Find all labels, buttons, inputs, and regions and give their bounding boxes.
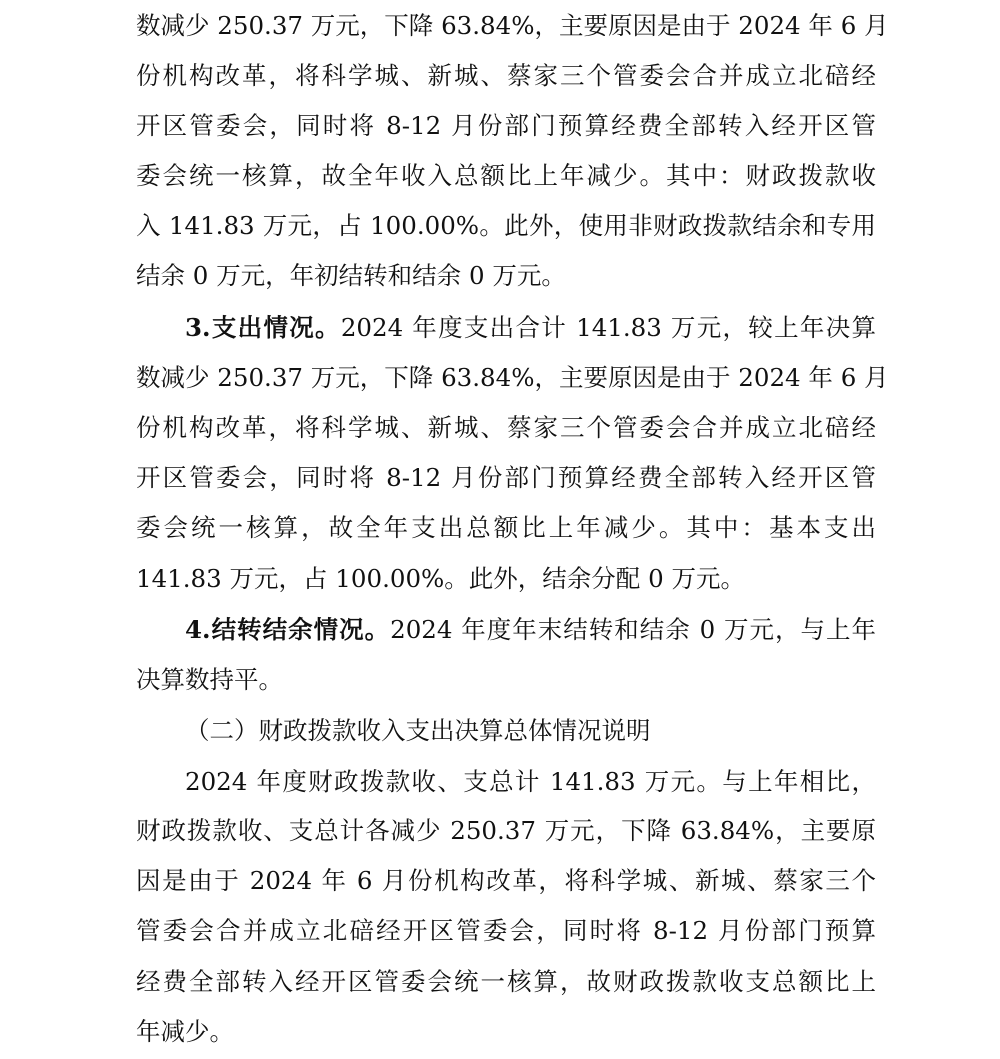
income-paragraph-line: 开区管委会，同时将 8-12 月份部门预算经费全部转入经开区管 (136, 111, 876, 140)
expenditure-paragraph-line: 份机构改革，将科学城、新城、蔡家三个管委会合并成立北碚经 (136, 413, 876, 442)
section-two-paragraph-line: 管委会合并成立北碚经开区管委会，同时将 8-12 月份部门预算 (136, 916, 876, 945)
income-paragraph-line: 入 141.83 万元，占 100.00%。此外，使用非财政拨款结余和专用 (136, 211, 876, 240)
expenditure-heading: 3.支出情况。 (185, 313, 341, 342)
carryover-paragraph-first-line (185, 610, 876, 650)
income-paragraph-line: 委会统一核算，故全年收入总额比上年减少。其中：财政拨款收 (136, 161, 876, 190)
income-paragraph-line: 结余 0 万元，年初结转和结余 0 万元。 (136, 261, 566, 290)
section-two-paragraph-line: 财政拨款收、支总计各减少 250.37 万元，下降 63.84%，主要原 (136, 816, 876, 845)
expenditure-paragraph-line: 委会统一核算，故全年支出总额比上年减少。其中：基本支出 (136, 513, 876, 542)
section-two-paragraph-line: 年减少。 (136, 1017, 234, 1046)
expenditure-paragraph-line: 开区管委会，同时将 8-12 月份部门预算经费全部转入经开区管 (136, 463, 876, 492)
income-paragraph-line: 数减少 250.37 万元，下降 63.84%，主要原因是由于 2024 年 6 月 (136, 11, 889, 40)
carryover-heading: 4.结转结余情况。 (185, 615, 391, 644)
section-two-heading: （二）财政拨款收入支出决算总体情况说明 (185, 716, 651, 745)
expenditure-paragraph-first-line (185, 308, 876, 348)
carryover-paragraph-line: 决算数持平。 (136, 665, 283, 694)
expenditure-first-line-text: 2024 年度支出合计 141.83 万元，较上年决算 (340, 313, 876, 342)
section-two-paragraph-line: 经费全部转入经开区管委会统一核算，故财政拨款收支总额比上 (136, 967, 876, 996)
income-paragraph-line: 份机构改革，将科学城、新城、蔡家三个管委会合并成立北碚经 (136, 61, 876, 90)
expenditure-paragraph-line: 141.83 万元，占 100.00%。此外，结余分配 0 万元。 (136, 564, 745, 593)
section-two-paragraph-line: 因是由于 2024 年 6 月份机构改革，将科学城、新城、蔡家三个 (136, 866, 876, 895)
section-two-paragraph-line: 2024 年度财政拨款收、支总计 141.83 万元。与上年相比， (185, 767, 876, 796)
expenditure-paragraph-line: 数减少 250.37 万元，下降 63.84%，主要原因是由于 2024 年 6 月 (136, 363, 889, 392)
carryover-first-line-text: 2024 年度年末结转和结余 0 万元，与上年 (390, 615, 876, 644)
